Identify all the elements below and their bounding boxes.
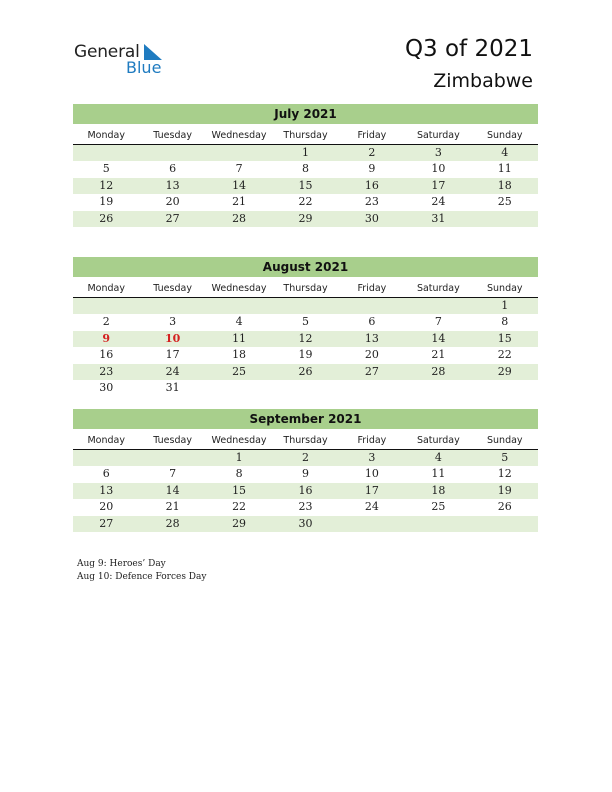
weekday-label: Friday xyxy=(357,130,387,141)
day-cell: 1 xyxy=(235,451,243,464)
day-cell: 26 xyxy=(99,211,114,225)
day-cell: 2 xyxy=(102,315,110,329)
day-cell: 4 xyxy=(434,451,442,464)
day-cell: 23 xyxy=(364,195,379,209)
day-cell: 21 xyxy=(165,500,180,514)
day-cell: 31 xyxy=(165,380,180,394)
day-cell: 28 xyxy=(431,364,446,378)
day-cell: 1 xyxy=(501,299,509,312)
day-cell xyxy=(472,211,538,227)
weekday-label: Sunday xyxy=(487,435,523,446)
holiday-notes xyxy=(77,558,206,584)
day-cell: 3 xyxy=(434,146,442,159)
day-cell: 7 xyxy=(434,315,442,329)
weekday-label: Saturday xyxy=(416,435,460,446)
day-cell: 2 xyxy=(301,451,309,464)
month-july xyxy=(73,104,538,227)
day-cell xyxy=(139,298,205,314)
day-cell xyxy=(339,298,405,314)
day-cell: 19 xyxy=(497,483,512,497)
day-cell: 11 xyxy=(431,467,446,481)
week-row xyxy=(73,298,538,314)
week-row xyxy=(73,145,538,161)
day-cell xyxy=(139,145,205,161)
week-row xyxy=(73,194,538,210)
day-cell: 18 xyxy=(497,178,512,192)
day-cell: 14 xyxy=(431,331,446,345)
week-row xyxy=(73,331,538,347)
logo-general-text: General xyxy=(74,42,140,62)
day-cell: 18 xyxy=(431,483,446,497)
day-cell: 27 xyxy=(165,211,180,225)
day-cell xyxy=(339,380,405,396)
day-cell: 10 xyxy=(431,162,446,176)
day-cell: 6 xyxy=(368,315,376,329)
weekday-label: Tuesday xyxy=(153,435,192,446)
day-cell: 20 xyxy=(99,500,114,514)
day-cell: 17 xyxy=(364,483,379,497)
day-cell: 28 xyxy=(232,211,247,225)
day-cell xyxy=(206,145,272,161)
day-cell: 19 xyxy=(298,348,313,362)
day-cell: 5 xyxy=(301,315,309,329)
day-cell: 23 xyxy=(99,364,114,378)
day-cell: 22 xyxy=(497,348,512,362)
week-row xyxy=(73,483,538,499)
day-cell: 16 xyxy=(298,483,313,497)
week-row xyxy=(73,450,538,466)
day-cell: 6 xyxy=(102,467,110,481)
weekday-label: Saturday xyxy=(416,283,460,294)
day-cell: 20 xyxy=(165,195,180,209)
day-cell: 21 xyxy=(431,348,446,362)
day-cell: 8 xyxy=(301,162,309,176)
day-cell: 5 xyxy=(102,162,110,176)
week-row xyxy=(73,178,538,194)
day-cell: 11 xyxy=(232,331,247,345)
holiday-note: Aug 9: Heroes’ Day xyxy=(77,559,166,569)
day-cell xyxy=(272,380,338,396)
weekday-label: Sunday xyxy=(487,130,523,141)
day-cell: 14 xyxy=(232,178,247,192)
day-cell: 9 xyxy=(102,331,111,345)
month-header: September 2021 xyxy=(73,409,538,429)
day-cell: 8 xyxy=(501,315,509,329)
weekday-label: Wednesday xyxy=(211,130,267,141)
weekday-label: Sunday xyxy=(487,283,523,294)
day-cell: 16 xyxy=(364,178,379,192)
month-august xyxy=(73,257,538,396)
day-cell: 8 xyxy=(235,467,243,481)
week-row xyxy=(73,499,538,515)
day-cell xyxy=(339,516,405,532)
week-row xyxy=(73,466,538,482)
day-cell: 18 xyxy=(232,348,247,362)
day-cell: 24 xyxy=(431,195,446,209)
day-cell: 31 xyxy=(431,211,446,225)
day-cell: 24 xyxy=(165,364,180,378)
weekday-header-row xyxy=(73,280,538,298)
day-cell: 14 xyxy=(165,483,180,497)
day-cell: 17 xyxy=(431,178,446,192)
weekday-label: Friday xyxy=(357,435,387,446)
day-cell xyxy=(206,298,272,314)
logo xyxy=(74,42,174,78)
day-cell xyxy=(472,516,538,532)
day-cell xyxy=(73,298,139,314)
day-cell: 27 xyxy=(364,364,379,378)
day-cell: 2 xyxy=(368,146,376,159)
month-header: August 2021 xyxy=(73,257,538,277)
quarter-title: Q3 of 2021 xyxy=(404,36,533,62)
weekday-label: Monday xyxy=(87,435,125,446)
day-cell: 25 xyxy=(232,364,247,378)
day-cell: 13 xyxy=(364,331,379,345)
day-cell xyxy=(73,450,139,466)
day-cell xyxy=(206,380,272,396)
day-cell: 10 xyxy=(364,467,379,481)
day-cell: 17 xyxy=(165,348,180,362)
day-cell: 16 xyxy=(99,348,114,362)
day-cell: 25 xyxy=(497,195,512,209)
day-cell: 24 xyxy=(364,500,379,514)
week-row xyxy=(73,347,538,363)
day-cell xyxy=(73,145,139,161)
day-cell: 3 xyxy=(169,315,177,329)
week-row xyxy=(73,516,538,532)
day-cell: 11 xyxy=(497,162,512,176)
day-cell: 13 xyxy=(165,178,180,192)
weekday-header-row xyxy=(73,432,538,450)
day-cell: 30 xyxy=(298,516,313,530)
week-row xyxy=(73,161,538,177)
day-cell xyxy=(405,380,471,396)
weekday-label: Monday xyxy=(87,283,125,294)
day-cell: 22 xyxy=(232,500,247,514)
weekday-label: Thursday xyxy=(283,435,328,446)
week-row xyxy=(73,314,538,330)
day-cell: 21 xyxy=(232,195,247,209)
weekday-label: Tuesday xyxy=(153,130,192,141)
week-row xyxy=(73,211,538,227)
weekday-label: Thursday xyxy=(283,130,328,141)
day-cell: 6 xyxy=(169,162,177,176)
day-cell: 12 xyxy=(298,331,313,345)
day-cell: 13 xyxy=(99,483,114,497)
day-cell: 15 xyxy=(232,483,247,497)
day-cell: 5 xyxy=(501,451,509,464)
weekday-label: Saturday xyxy=(416,130,460,141)
day-cell xyxy=(139,450,205,466)
weekday-label: Wednesday xyxy=(211,435,267,446)
week-row xyxy=(73,364,538,380)
weekday-label: Thursday xyxy=(283,283,328,294)
month-september xyxy=(73,409,538,532)
day-cell: 30 xyxy=(364,211,379,225)
day-cell: 3 xyxy=(368,451,376,464)
day-cell: 9 xyxy=(368,162,376,176)
day-cell: 12 xyxy=(497,467,512,481)
day-cell: 23 xyxy=(298,500,313,514)
day-cell xyxy=(472,380,538,396)
day-cell: 26 xyxy=(298,364,313,378)
day-cell: 7 xyxy=(169,467,177,481)
weekday-label: Tuesday xyxy=(153,283,192,294)
weekday-label: Monday xyxy=(87,130,125,141)
day-cell: 27 xyxy=(99,516,114,530)
day-cell: 19 xyxy=(99,195,114,209)
country-title: Zimbabwe xyxy=(433,70,533,92)
weekday-label: Wednesday xyxy=(211,283,267,294)
day-cell: 10 xyxy=(164,331,181,345)
day-cell: 30 xyxy=(99,380,114,394)
day-cell: 12 xyxy=(99,178,114,192)
day-cell xyxy=(272,298,338,314)
day-cell: 4 xyxy=(235,315,243,329)
day-cell: 7 xyxy=(235,162,243,176)
day-cell: 22 xyxy=(298,195,313,209)
logo-blue-text: Blue xyxy=(126,58,162,77)
day-cell: 25 xyxy=(431,500,446,514)
weekday-header-row xyxy=(73,127,538,145)
day-cell xyxy=(405,516,471,532)
day-cell: 20 xyxy=(364,348,379,362)
day-cell xyxy=(405,298,471,314)
day-cell: 29 xyxy=(232,516,247,530)
day-cell: 29 xyxy=(298,211,313,225)
day-cell: 28 xyxy=(165,516,180,530)
weekday-label: Friday xyxy=(357,283,387,294)
month-header: July 2021 xyxy=(73,104,538,124)
day-cell: 15 xyxy=(298,178,313,192)
day-cell: 29 xyxy=(497,364,512,378)
week-row xyxy=(73,380,538,396)
day-cell: 1 xyxy=(301,146,309,159)
day-cell: 4 xyxy=(501,146,509,159)
day-cell: 15 xyxy=(497,331,512,345)
day-cell: 9 xyxy=(301,467,309,481)
day-cell: 26 xyxy=(497,500,512,514)
holiday-note: Aug 10: Defence Forces Day xyxy=(77,572,207,582)
